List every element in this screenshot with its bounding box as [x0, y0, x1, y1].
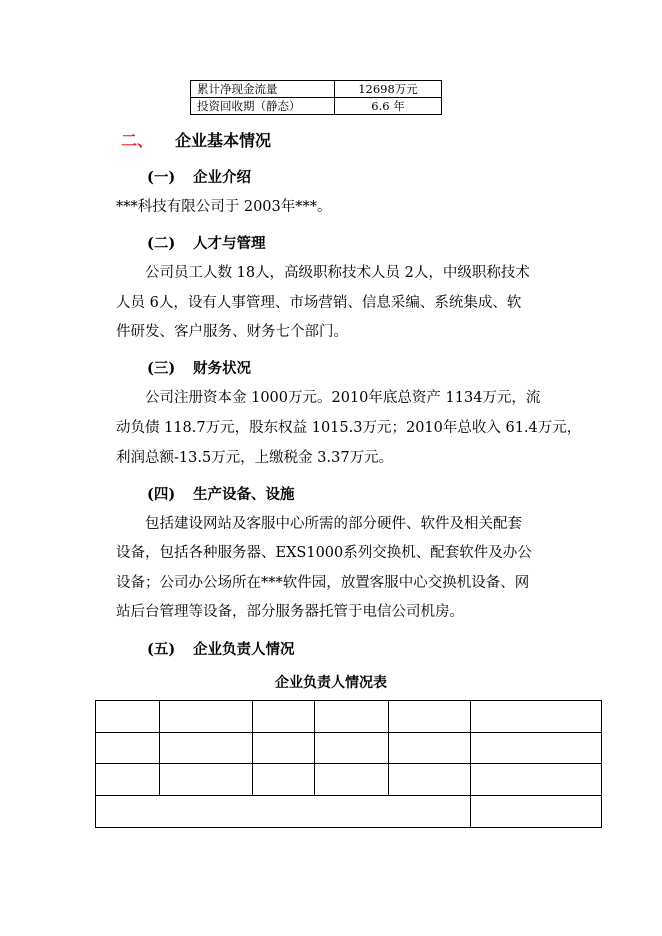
table-cell — [252, 733, 314, 764]
subsection-heading — [147, 166, 251, 187]
table-cell — [314, 701, 389, 733]
leader-table — [95, 700, 602, 828]
table-row — [96, 796, 602, 828]
table-row — [191, 98, 442, 115]
table-row — [191, 81, 442, 98]
subsection-number: (三) — [147, 360, 176, 377]
table-cell — [471, 733, 602, 764]
table-cell — [96, 701, 160, 733]
table-cell — [471, 764, 602, 796]
cell-label: 累计净现金流量 — [191, 81, 335, 98]
subsection-number: (五) — [147, 641, 176, 658]
table-row — [96, 701, 602, 733]
table-cell — [96, 796, 471, 828]
subsection-title: 企业介绍 — [193, 169, 251, 186]
summary-table — [190, 80, 442, 115]
paragraph-line: 设备；公司办公场所在***软件园，放置客服中心交换机设备、网 — [116, 575, 530, 591]
table-cell — [159, 701, 252, 733]
table-cell — [389, 733, 471, 764]
subsection-heading — [147, 638, 295, 659]
paragraph-line: 公司注册资本金 1000万元。2010年底总资产 1134万元，流 — [145, 390, 541, 406]
subsection-title: 财务状况 — [193, 360, 251, 377]
paragraph-line: 公司员工人数 18人，高级职称技术人员 2人，中级职称技术 — [145, 265, 530, 281]
table-cell — [252, 701, 314, 733]
table-cell — [96, 764, 160, 796]
subsection-title: 人才与管理 — [193, 235, 266, 252]
table-cell — [471, 796, 602, 828]
cell-value: 6.6 年 — [335, 98, 442, 115]
section-number: 二、 — [121, 131, 154, 150]
table-row — [96, 764, 602, 796]
subsection-number: (四) — [147, 486, 176, 503]
paragraph-line: 人员 6人，设有人事管理、市场营销、信息采编、系统集成、软 — [116, 295, 522, 311]
table-caption: 企业负责人情况表 — [275, 675, 387, 691]
cell-value: 12698万元 — [335, 81, 442, 98]
table-cell — [471, 701, 602, 733]
paragraph-line: 动负债 118.7万元，股东权益 1015.3万元；2010年总收入 61.4万元， — [116, 420, 582, 436]
table-cell — [314, 733, 389, 764]
subsection-heading — [147, 483, 295, 504]
table-cell — [389, 764, 471, 796]
paragraph-line: 站后台管理等设备，部分服务器托管于电信公司机房。 — [116, 604, 464, 620]
table-cell — [314, 764, 389, 796]
subsection-heading — [147, 357, 251, 378]
paragraph-line: 利润总额-13.5万元，上缴税金 3.37万元。 — [116, 450, 394, 466]
subsection-number: (二) — [147, 235, 176, 252]
subsection-heading — [147, 232, 266, 253]
table-cell — [389, 701, 471, 733]
table-cell — [159, 733, 252, 764]
table-cell — [96, 733, 160, 764]
section-title: 企业基本情况 — [175, 131, 272, 150]
paragraph-line: 设备，包括各种服务器、EXS1000系列交换机、配套软件及办公 — [116, 545, 532, 561]
table-row — [96, 733, 602, 764]
table-cell — [252, 764, 314, 796]
section-heading — [121, 128, 271, 151]
table-cell — [159, 764, 252, 796]
cell-label: 投资回收期（静态） — [191, 98, 335, 115]
subsection-number: (一) — [147, 169, 176, 186]
paragraph-line: ***科技有限公司于 2003年***。 — [116, 199, 332, 215]
paragraph-line: 件研发、客户服务、财务七个部门。 — [116, 324, 348, 340]
subsection-title: 企业负责人情况 — [193, 641, 295, 658]
paragraph-line: 包括建设网站及客服中心所需的部分硬件、软件及相关配套 — [145, 516, 522, 532]
subsection-title: 生产设备、设施 — [193, 486, 295, 503]
